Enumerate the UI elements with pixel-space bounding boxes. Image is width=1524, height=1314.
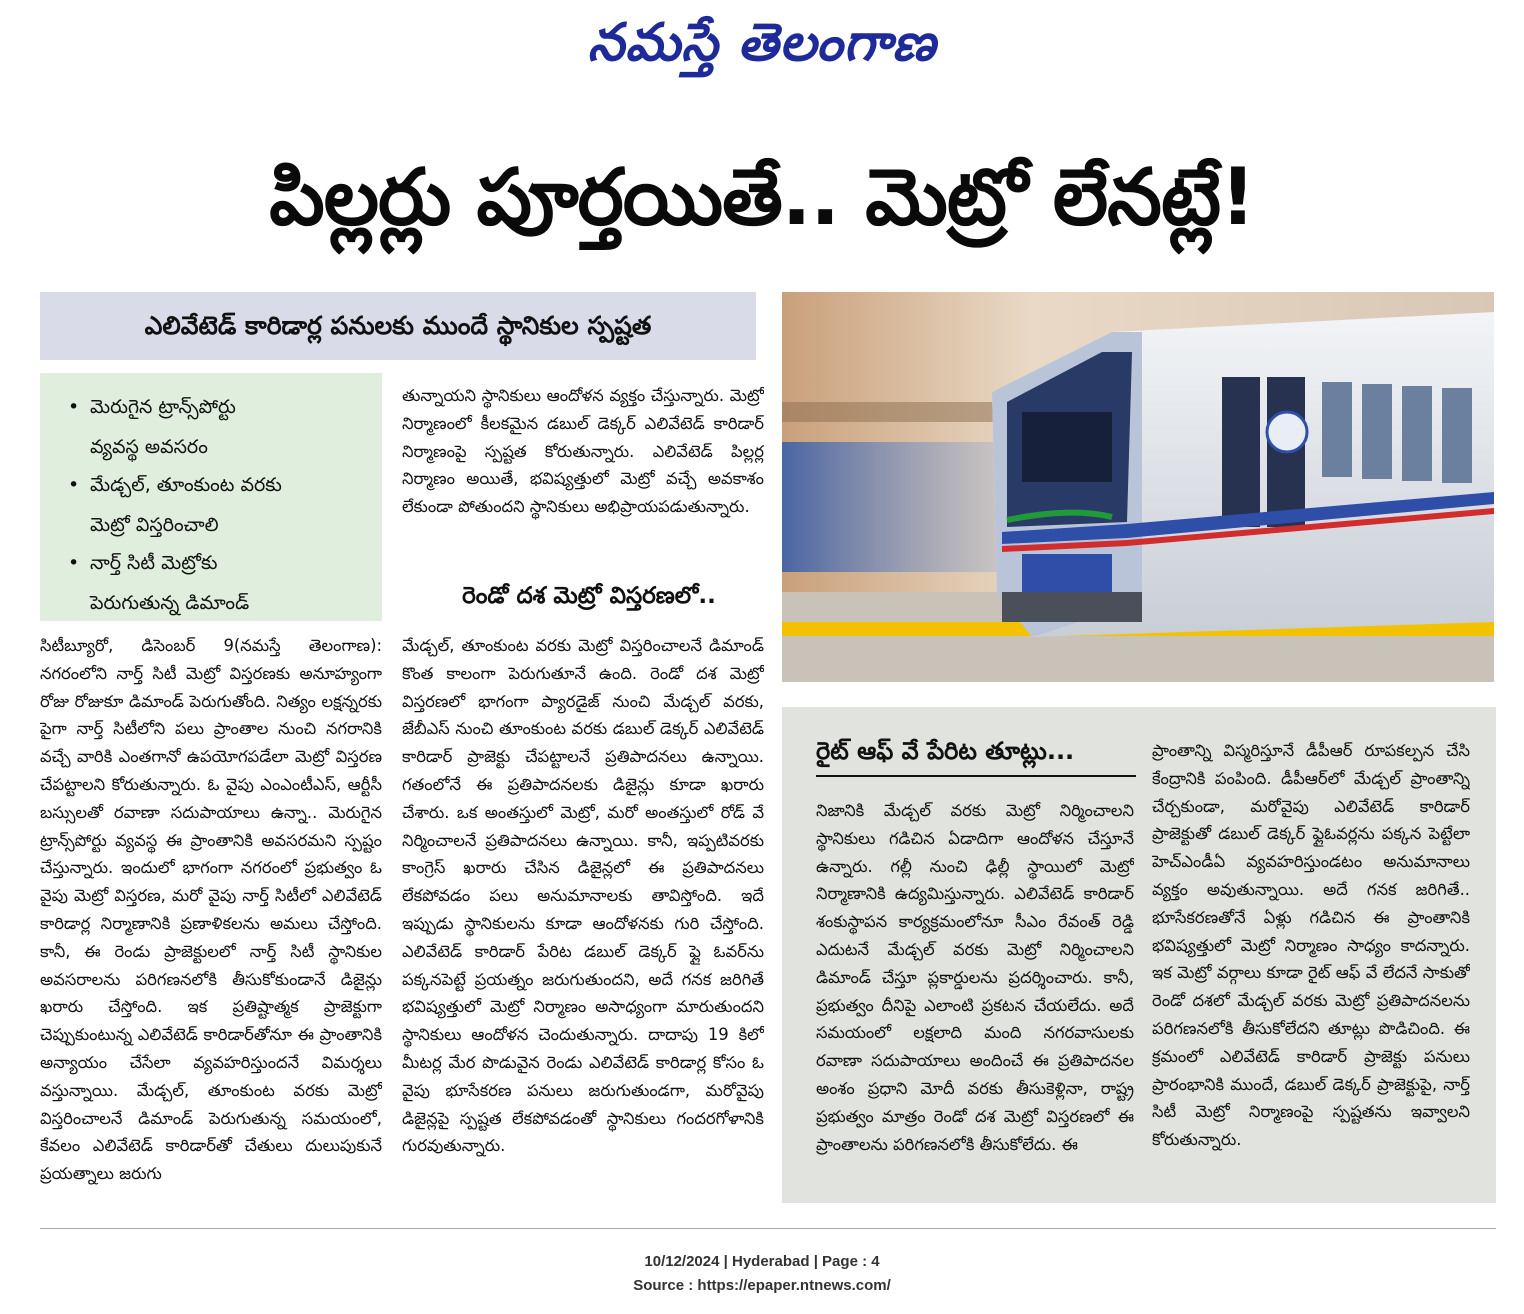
section-heading: రెండో దశ మెట్రో విస్తరణలో..: [462, 583, 716, 609]
highlight-item: [68, 387, 368, 467]
footer-date-page: 10/12/2024 | Hyderabad | Page : 4: [644, 1253, 880, 1270]
bullet-icon: •: [68, 474, 80, 496]
article-paragraph: ప్రాంతాన్ని విస్మరిస్తూనే డీపీఆర్ రూపకల్పన చేసి కేంద్రానికి పంపింది. డీపీఆర్‌లో మేడ్చల్ ప్రాంతాన్ని చేర్చకుండా, మరోవైపు ఎలివేటెడ్ కారిడార్ ప్రాజెక్టుతో డబుల్ డెక్కర్ ఫ్లైఓవర్లను పక్కన పెట్టేలా హెచ్ఎండీఏ వ్యవహరిస్తుండటం అనుమానాలు వ్యక్తం అవుతున్నాయి. అదే గనక జరిగితే.. భూసేకరణతోనే ఏళ్లు గడిచిన ఈ ప్రాంతానికి భవిష్యత్తులో మెట్రో నిర్మాణం సాధ్యం కాదన్నారు. ఇక మెట్రో వర్గాలు కూడా రైట్ ఆఫ్ వే లేదనే సాకుతో రెండో దశలో మేడ్చల్ వరకు మెట్రో ప్రతిపాదనలను పరిగణనలోకి తీసుకోలేదని తూట్లు పొడిచింది. ఈ క్రమంలో ఎలివేటెడ్ కారిడార్ ప్రాజెక్టు పనులు ప్రారంభానికి ముందే, డబుల్ డెక్కర్ ప్రాజెక్టుపై, నార్త్ సిటీ మెట్రో నిర్మాణంపై స్పష్టతను ఇవ్వాలని కోరుతున్నారు.: [1152, 741, 1470, 1150]
article-column-1: [40, 632, 382, 1222]
footer-source: Source : https://epaper.ntnews.com/: [633, 1277, 891, 1294]
masthead-logo: నమస్తే తెలంగాణ: [587, 12, 937, 73]
highlights-box: [40, 373, 382, 621]
subheadline: ఎలివేటెడ్ కారిడార్ల పనులకు ముందే స్థానికుల స్పష్టత: [40, 292, 756, 360]
sidebar-box: [782, 707, 1496, 1203]
highlight-item: [68, 465, 368, 545]
article-paragraph: తున్నాయని స్థానికులు ఆందోళన వ్యక్తం చేస్తున్నారు. మెట్రో నిర్మాణంలో కీలకమైన డబుల్ డెక్కర్ ఎలివేటెడ్ కారిడార్ నిర్మాణంపై స్పష్టత కోరుతున్నారు. ఎలివేటెడ్ పిల్లర్ల నిర్మాణం అయితే, భవిష్యత్తులో మెట్రో వచ్చే అవకాశం లేకుండా పోతుందని స్థానికులు అభిప్రాయపడుతున్నారు.: [402, 386, 764, 517]
heading-underline: [816, 775, 1136, 777]
metro-train-photo: [782, 292, 1494, 682]
highlight-line: నార్త్ సిటీ మెట్రోకు: [90, 552, 218, 574]
bullet-icon: •: [68, 396, 80, 418]
highlight-line: మెరుగైన ట్రాన్స్‌పోర్టు: [90, 396, 236, 418]
bullet-icon: •: [68, 552, 80, 574]
highlight-line: మెట్రో విస్తరించాలి: [90, 514, 219, 536]
sidebar-heading-text: రైట్ ఆఫ్ వే పేరిట తూట్లు...: [816, 737, 1075, 765]
headline: పిల్లర్లు పూర్తయితే.. మెట్రో లేనట్లే!: [269, 153, 1255, 243]
sidebar-column-left: [816, 797, 1134, 1187]
divider: [40, 1228, 1496, 1229]
article-column-2-top: [402, 382, 764, 567]
highlight-line: మేడ్చల్, తూంకుంట వరకు: [90, 474, 282, 496]
article-paragraph: నిజానికి మేడ్చల్ వరకు మెట్రో నిర్మించాలని స్థానికులు గడిచిన ఏడాదిగా ఆందోళన చేస్తూనే ఉన్నారు. గల్లీ నుంచి ఢిల్లీ స్థాయిలో మెట్రో నిర్మాణానికి ఉద్యమిస్తున్నారు. ఎలివేటెడ్ కారిడార్ శంకుస్థాపన కార్యక్రమంలోనూ సీఎం రేవంత్ రెడ్డి ఎదుటనే మేడ్చల్ వరకు మెట్రో నిర్మించాలని డిమాండ్ చేస్తూ ప్లకార్డులను ప్రదర్శించారు. కానీ, ప్రభుత్వం దీనిపై ఎలాంటి ప్రకటన చేయలేదు. అదే సమయంలో లక్షలాది మంది నగరవాసులకు రవాణా సదుపాయాలు అందించే ఈ ప్రతిపాదనల అంశం ప్రధాని మోదీ వరకు తీసుకెళ్లినా, రాష్ట్ర ప్రభుత్వం మాత్రం రెండో దశ మెట్రో విస్తరణలో ఈ ప్రాంతాలను పరిగణనలోకి తీసుకోలేదు. ఈ: [816, 801, 1134, 1154]
sidebar-column-right: [1152, 737, 1470, 1187]
article-column-2: [402, 632, 764, 1222]
highlight-line: వ్యవస్థ అవసరం: [90, 436, 208, 458]
article-paragraph: సిటీబ్యూరో, డిసెంబర్ 9(నమస్తే తెలంగాణ): నగరంలోని నార్త్ సిటీ మెట్రో విస్తరణకు అనూహ్యంగా రోజు రోజుకూ డిమాండ్ పెరుగుతోంది. నిత్యం లక్షన్నరకు పైగా నార్త్ సిటీలోని పలు ప్రాంతాల నుంచి నగరానికి వచ్చే వారికి ఎంతగానో ఉపయోగపడేలా మెట్రో విస్తరణ చేపట్టాలని కోరుతున్నారు. ఓ వైపు ఎంఎంటీఎస్, ఆర్టీసీ బస్సులతో రవాణా సదుపాయాలు ఉన్నా.. మెరుగైన ట్రాన్స్‌పోర్టు వ్యవస్థ ఈ ప్రాంతానికి అవసరమని స్పష్టం చేస్తున్నారు. ఇందులో భాగంగా నగరంలో ప్రభుత్వం ఓ వైపు మెట్రో విస్తరణ, మరో వైపు నార్త్ సిటీలో ఎలివేటెడ్ కారిడార్ల నిర్మాణానికి ప్రణాళికలను అమలు చేస్తోంది. కానీ, ఈ రెండు ప్రాజెక్టులలో నార్త్ సిటీ స్థానికుల అవసరాలను పరిగణనలోకి తీసుకోకుండానే డిజైన్లు ఖరారు చేస్తోంది. ఇక ప్రతిష్టాత్మక ప్రాజెక్టుగా చెప్పుకుంటున్న ఎలివేటెడ్ కారిడార్‌తోనూ ఈ ప్రాంతానికి అన్యాయం చేసేలా వ్యవహరిస్తుందనే విమర్శలు వస్తున్నాయి. మేడ్చల్, తూంకుంట వరకు మెట్రో విస్తరించాలనే డిమాండ్ పెరుగుతున్న సమయంలో, కేవలం ఎలివేటెడ్ కారిడార్‌తో చేతులు దులుపుకునే ప్రయత్నాలు జరుగు: [40, 636, 382, 1184]
metro-train-illustration: [782, 292, 1494, 682]
sidebar-heading: [816, 737, 1136, 771]
highlight-line: పెరుగుతున్న డిమాండ్: [90, 592, 250, 614]
page-footer: [0, 1250, 1524, 1298]
highlight-item: [68, 543, 368, 623]
article-paragraph: మేడ్చల్, తూంకుంట వరకు మెట్రో విస్తరించాలనే డిమాండ్ కొంత కాలంగా పెరుగుతూనే ఉంది. రెండో దశ మెట్రో విస్తరణలో భాగంగా ప్యారడైజ్ నుంచి మేడ్చల్ వరకు, జేబీఎస్ నుంచి తూంకుంట వరకు డబుల్ డెక్కర్ ఎలివేటెడ్ కారిడార్ ప్రాజెక్టు చేపట్టాలనే ప్రతిపాదనలు ఉన్నాయి. గతంలోనే ఈ ప్రతిపాదనలకు డిజైన్లు కూడా ఖరారు చేశారు. ఒక అంతస్తులో మెట్రో, మరో అంతస్తులో రోడ్ వే నిర్మించాలనే ప్రతిపాదనలు ఉన్నాయి. కానీ, ఇప్పటివరకు కాంగ్రెస్ ఖరారు చేసిన డిజైన్లలో ఈ ప్రతిపాదనలు లేకపోవడం పలు అనుమానాలకు తావిస్తోంది. ఇదే ఇప్పుడు స్థానికులను కూడా ఆందోళనకు గురి చేస్తోంది. ఎలివేటెడ్ కారిడార్ పేరిట డబుల్ డెక్కర్ ఫ్లై ఓవర్‌ను పక్కనపెట్టే ప్రయత్నం జరుగుతుందని, అదే గనక జరిగితే భవిష్యత్తులో మెట్రో నిర్మాణం అసాధ్యంగా మారుతుందని స్థానికులు ఆందోళన చెందుతున్నారు. దాదాపు 19 కిలో మీటర్ల మేర పొడువైన రెండు ఎలివేటెడ్ కారిడార్ల కోసం ఓ వైపు భూసేకరణ పనులు జరుగుతుండగా, మరోవైపు డిజైన్లపై స్పష్టత లేకపోవడంతో స్థానికులు గందరగోళానికి గురవుతున్నారు.: [402, 636, 764, 1156]
